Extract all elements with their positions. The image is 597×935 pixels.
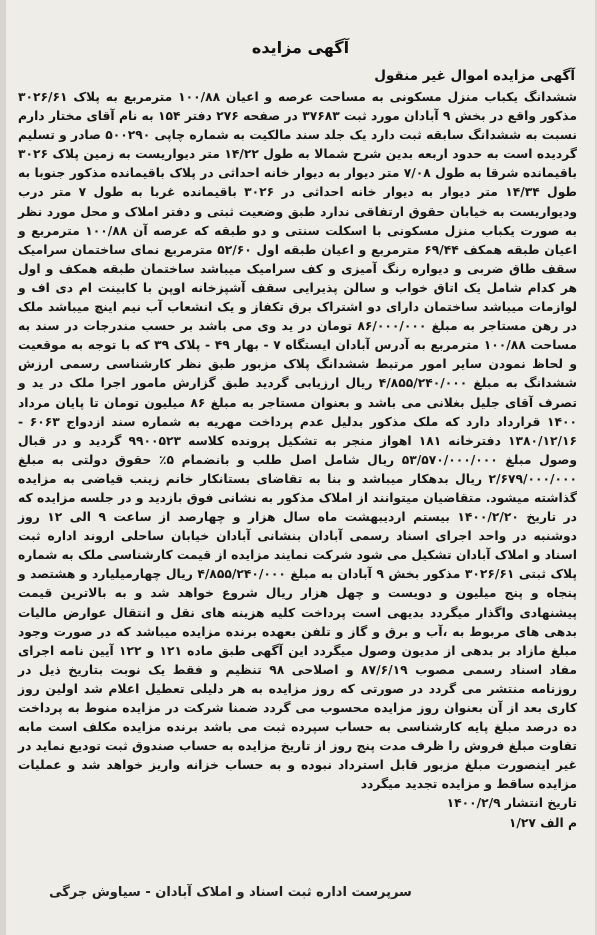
notice-title: آگهی مزایده [251, 38, 350, 57]
notice-signature: سرپرست اداره ثبت اسناد و املاک آبادان - سیاوش جرگی [49, 885, 412, 900]
notice-body: ششدانگ یکباب منزل مسکونی به مساحت عرصه و اعیان ۱۰۰/۸۸ مترمربع به پلاک ۳۰۲۶/۶۱ مذکور واقع در بخش ۹ آبادان مورد ثبت ۳۷۶۸۳ در صفحه ۲۷۶ دفتر ۱۵۴ به نام آقای مختار دارم نسبت به ششدانگ سابقه ثبت دارد یک جلد سند مالکیت به شماره چاپی ۵۰۰۲۹۰ صادر و تسلیم گردیده است به حدود اربعه بدین شرح شمالا به طول ۱۴/۲۲ متر دیواریست به زمین پلاک ۳۰۲۶ باقیمانده شرقا به طول ۷/۰۸ متر دیوار به دیوار خانه احداثی در پلاک باقیمانده مذکور جنوبا به طول ۱۴/۳۴ متر دیوار به دیوار خانه احداثی در ۳۰۲۶ باقیمانده غربا به طول ۷ متر درب ودیواریست به خیابان حقوق ارتفاقی ندارد طبق وضعیت ثبتی و دفتر املاک و محل مورد نظر به صورت یکباب منزل مسکونی با اسکلت سنتی و دو طبقه که عرصه آن ۱۰۰/۸۸ مترمربع و اعیان طبقه همکف ۶۹/۴۴ مترمربع و اعیان طبقه اول ۵۲/۶۰ مترمربع نمای ساختمان سرامیک سقف طاق ضربی و دیواره رنگ آمیزی و کف سرامیک میباشد ساختمان طبقه همکف و اول هر کدام شامل یک اتاق خواب و سالن پذیرایی سقف آشپزخانه اوپن با کابینت ام دی اف و لوازمات میباشد ساختمان دارای دو اشتراک برق تکفاز و یک انشعاب آب نیم اینچ میباشد ملک در رهن مستاجر به مبلغ ۸۶/۰۰۰/۰۰۰ تومان در ید وی می باشد بر حسب مندرجات در سند به مساحت ۱۰۰/۸۸ مترمربع به آدرس آبادان ایستگاه ۷ - بهار ۴۹ - پلاک ۳۹ که با توجه به موقعیت و لحاظ نمودن سایر امور مرتبط ششدانگ پلاک مزبور طبق نظر کارشناسی رسمی ارزش ششدانگ به مبلغ ۴/۸۵۵/۲۴۰/۰۰۰ ریال ارزیابی گردید طبق گزارش مامور اجرا ملک در ید و تصرف آقای جلیل بغلانی می باشد و بعنوان مستاجر به مبلغ ۸۶ میلیون تومان تا پایان مرداد ۱۴۰۰ قرارداد دارد که ملک مذکور بدلیل عدم پرداخت مهریه به شماره سند ازدواج ۶۰۶۳ - ۱۳۸۰/۱۲/۱۶ دفترخانه ۱۸۱ اهواز منجر به تشکیل پرونده کلاسه ۹۹۰۰۵۲۳ گردید و در قبال وصول مبلغ ۵۳/۵۷۰/۰۰۰/۰۰۰ ریال شامل اصل طلب و بانضمام ۵٪ حقوق دولتی به مبلغ ۲/۶۷۹/۰۰۰/۰۰۰ ریال بدهکار میباشد و بنا به تقاضای بستانکار خانم زینب قیاضی به مزایده گذاشته میشود. متقاضیان میتوانند از املاک مذکور به نشانی فوق بازدید و در جلسه مزایده که در تاریخ ۱۴۰۰/۲/۲۰ بیستم اردیبهشت ماه سال هزار و چهارصد از ساعت ۹ الی ۱۲ روز دوشنبه در واحد اجرای اسناد رسمی آبادان بنشانی آبادان خیابان ساحلی اروند اداره ثبت اسناد و املاک آبادان تشکیل می شود شرکت نمایند مزایده از قیمت کارشناسی ملک به شماره پلاک ثبتی ۳۰۲۶/۶۱ مذکور بخش ۹ آبادان به مبلغ ۴/۸۵۵/۲۴۰/۰۰۰ ریال چهارمیلیارد و هشتصد و پنجاه و پنج میلیون و دویست و چهل هزار ریال شروع خواهد شد و به بالاترین قیمت پیشنهادی واگذار میگردد بدیهی است پرداخت کلیه هزینه های نقل و انتقال عوارض مالیات بدهی های مربوط به ،آب و برق و گاز و تلفن بعهده برنده مزایده میباشد که در صورت وجود مبلغ مازاد بر بدهی از مدیون وصول میگردد این آگهی طبق ماده ۱۲۱ و ۱۲۲ آیین نامه اجرای مفاد اسناد رسمی مصوب ۸۷/۶/۱۹ و اصلاحی ۹۸ تنظیم و فقط یک نوبت بتاریخ ذیل در روزنامه منتشر می گردد در صورتی که روز مزایده به هر دلیلی تعطیل اعلام شد اولین روز کاری بعد از آن بعنوان روز مزایده محسوب می گردد ضمنا شرکت در مزایده منوط به پرداخت ده درصد مبلغ پایه کارشناسی به حساب سپرده ثبت می باشد برنده مزایده مکلف است مابه تفاوت مبلغ فروش را ظرف مدت پنج روز از تاریخ مزایده به حساب صندوق ثبت تودیع نماید در غیر اینصورت مبلغ مزبور قابل استرداد نبوده و به حساب خزانه واریز خواهد شد و عملیات مزایده ساقط و مزایده تجدید میگردد تاریخ انتشار ۱۴۰۰/۲/۹ م الف ۱/۲۷ [18, 90, 578, 830]
notice-subtitle: آگهی مزایده اموال غیر منقول [374, 68, 575, 84]
